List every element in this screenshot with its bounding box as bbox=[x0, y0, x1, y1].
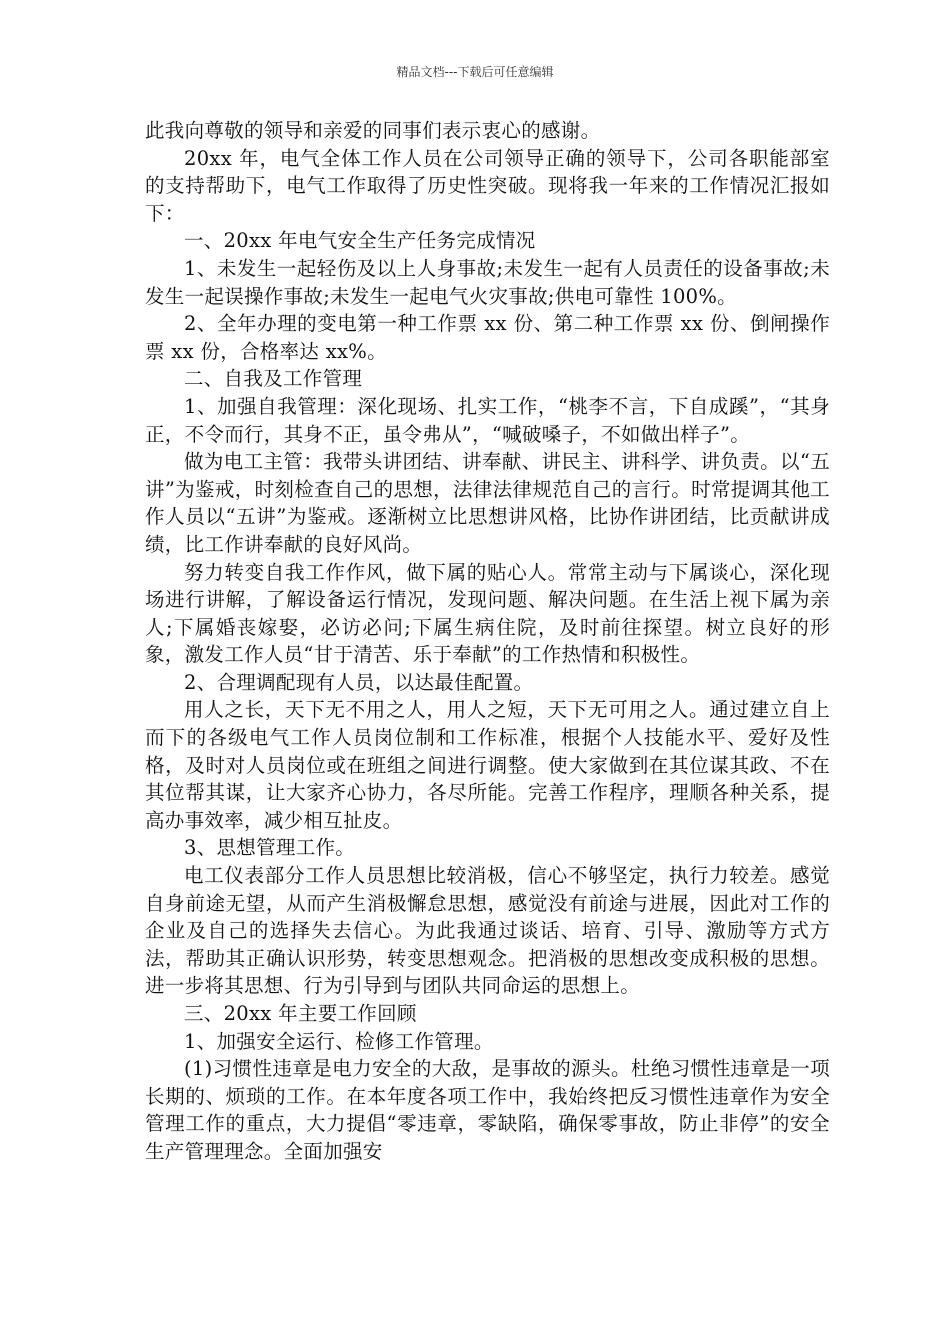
paragraph: 1、未发生一起轻伤及以上人身事故;未发生一起有人员责任的设备事故;未发生一起误操作事故;未发生一起电气火灾事故;供电可靠性 100%。 bbox=[145, 256, 830, 308]
page-header: 精品文档---下载后可任意编辑 bbox=[396, 65, 554, 79]
paragraph: 3、思想管理工作。 bbox=[184, 836, 356, 860]
section-heading: 一、20xx 年电气安全生产任务完成情况 bbox=[184, 229, 536, 253]
paragraph: 做为电工主管：我带头讲团结、讲奉献、讲民主、讲科学、讲负责。以“五讲”为鉴戒，时刻检查自己的思想，法律法律规范自己的言行。时常提调其他工作人员以“五讲”为鉴戒。逐渐树立比思想讲风格，比协作讲团结，比贡献讲成绩，比工作讲奉献的良好风尚。 bbox=[145, 450, 830, 556]
paragraph: 努力转变自我工作作风，做下属的贴心人。常常主动与下属谈心，深化现场进行讲解，了解设备运行情况，发现问题、解决问题。在生活上视下属为亲人;下属婚丧嫁娶，必访必问;下属生病住院，及时前往探望。树立良好的形象，激发工作人员“甘于清苦、乐于奉献”的工作热情和积极性。 bbox=[145, 560, 830, 667]
paragraph: 2、合理调配现有人员，以达最佳配置。 bbox=[184, 670, 534, 694]
document-body bbox=[145, 117, 830, 1166]
paragraph: 2、全年办理的变电第一种工作票 xx 份、第二种工作票 xx 份、倒闸操作票 xx 份，合格率达 xx%。 bbox=[145, 312, 830, 363]
paragraph: 此我向尊敬的领导和亲爱的同事们表示衷心的感谢。 bbox=[145, 119, 601, 142]
section-heading: 二、自我及工作管理 bbox=[184, 367, 363, 391]
paragraph: 1、加强自我管理：深化现场、扎实工作，“桃李不言，下自成蹊”，“其身正，不令而行，其身不正，虽令弗从”，“喊破嗓子，不如做出样子”。 bbox=[145, 394, 830, 446]
paragraph: 20xx 年，电气全体工作人员在公司领导正确的领导下，公司各职能部室的支持帮助下，电气工作取得了历史性突破。现将我一年来的工作情况汇报如下： bbox=[145, 146, 830, 225]
paragraph: 1、加强安全运行、检修工作管理。 bbox=[184, 1029, 494, 1053]
paragraph: 电工仪表部分工作人员思想比较消极，信心不够坚定，执行力较差。感觉自身前途无望，从而产生消极懈怠思想，感觉没有前途与进展，因此对工作的企业及自己的选择失去信心。为此我通过谈话、培育、引导、激励等方式方法，帮助其正确认识形势，转变思想观念。把消极的思想改变成积极的思想。进一步将其思想、行为引导到与团队共同命运的思想上。 bbox=[145, 864, 830, 998]
section-heading: 三、20xx 年主要工作回顾 bbox=[184, 1002, 417, 1025]
paragraph: (1)习惯性违章是电力安全的大敌，是事故的源头。杜绝习惯性违章是一项长期的、烦琐的工作。在本年度各项工作中，我始终把反习惯性违章作为安全管理工作的重点，大力提倡“零违章，零缺陷，确保零事故，防止非停”的安全生产管理理念。全面加强安 bbox=[145, 1057, 830, 1163]
paragraph: 用人之长，天下无不用之人，用人之短，天下无可用之人。通过建立自上而下的各级电气工作人员岗位制和工作标准，根据个人技能水平、爱好及性格，及时对人员岗位或在班组之间进行调整。使大家做到在其位谋其政、不在其位帮其谋，让大家齐心协力，各尽所能。完善工作程序，理顺各种关系，提高办事效率，减少相互扯皮。 bbox=[145, 698, 830, 832]
